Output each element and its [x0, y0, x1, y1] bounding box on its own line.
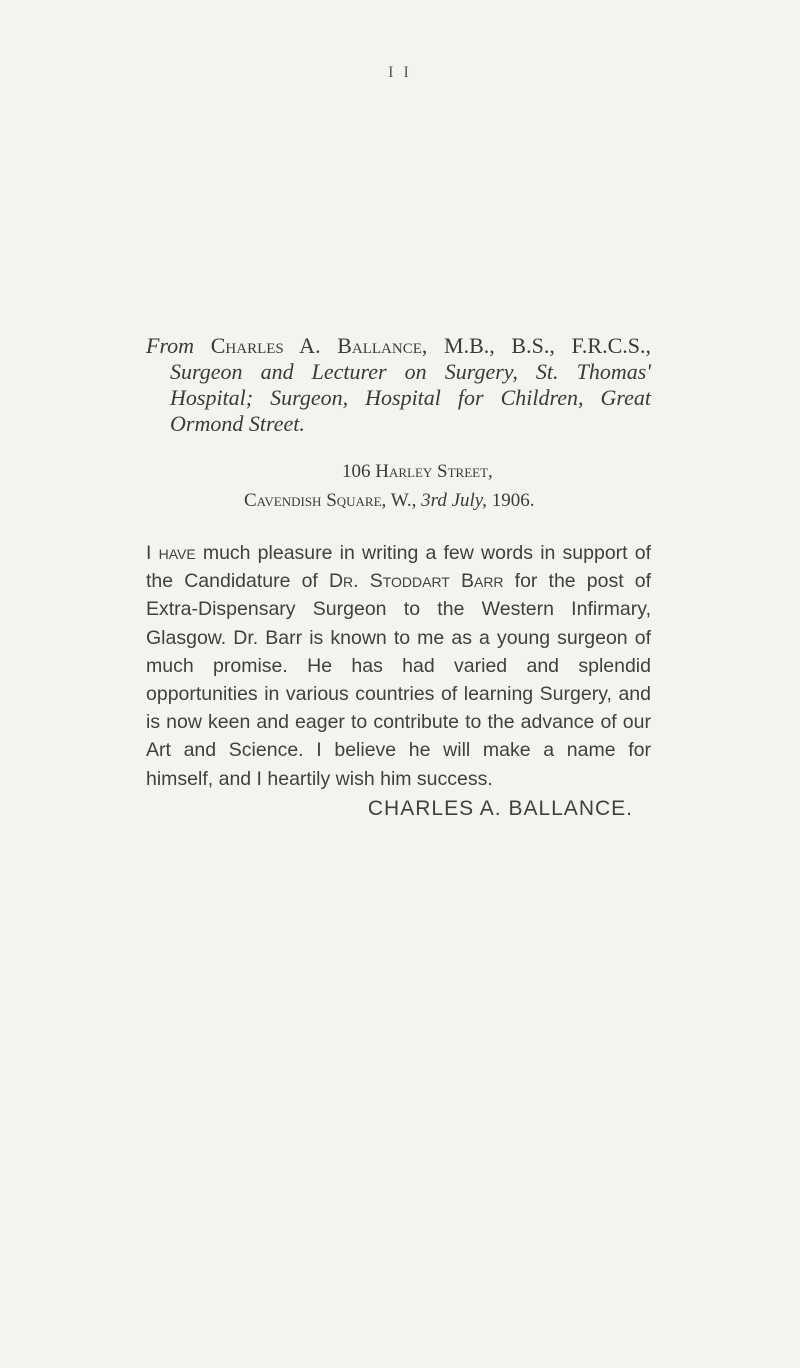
heading-line-2: Surgeon and Lecturer on Surgery, St. Thomas' [170, 359, 651, 384]
signature: CHARLES A. BALLANCE. [367, 796, 633, 820]
letter-date: 3rd July, [421, 490, 487, 511]
letter-body [146, 539, 651, 793]
body-text-part-2: for the post of Extra-Dispensary Surgeon to the Western Infirmary, Glasgow. Dr. Barr is known to me as a young surgeon of much promise. He has had varied and splendid opportunities in various countries of learning Surgery, and is now keen and eager to contribute to the advance of our Art and Science. I believe he will make a name for himself, and I heartily wish him success. [146, 570, 651, 790]
from-word: From [146, 333, 195, 358]
sender-address [146, 457, 651, 515]
heading-line-3: Hospital; Surgeon, Hospital for Children, Great [170, 385, 651, 410]
testimonial-letter [146, 333, 651, 821]
page-number: I I [388, 64, 412, 81]
letter-heading [146, 333, 651, 437]
candidate-name: Dr. Stoddart Barr [328, 570, 504, 593]
author-degrees: M.B., B.S., F.R.C.S., [444, 333, 652, 358]
address-square: Cavendish Square, W., [244, 490, 417, 511]
letter-year: 1906. [491, 490, 535, 511]
address-street: 106 Harley Street, [342, 461, 493, 482]
body-text-part-1: much pleasure in writing a few words in support of the Candidature of [146, 542, 652, 593]
opening-words: I have [146, 542, 196, 564]
author-name: Charles A. Ballance, [210, 333, 428, 358]
heading-line-4: Ormond Street. [170, 411, 305, 436]
heading-line-1 [146, 333, 651, 359]
address-square-date [146, 486, 651, 515]
